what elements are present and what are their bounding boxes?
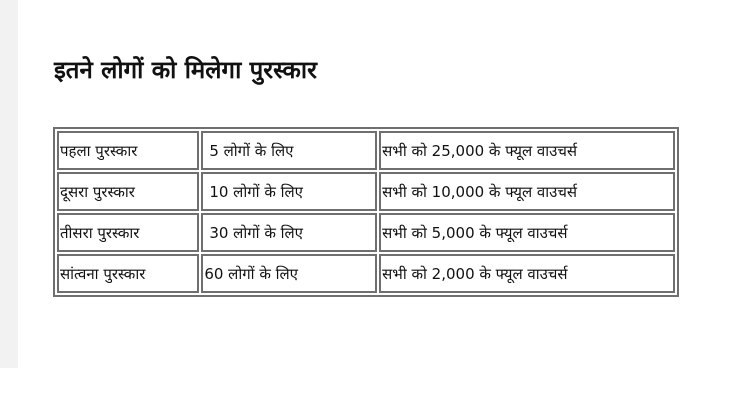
people-cell: 60 लोगों के लिए <box>201 254 377 293</box>
table-row <box>57 131 675 170</box>
prize-cell: तीसरा पुरस्कार <box>57 213 199 252</box>
reward-cell: सभी को 10,000 के फ्यूल वाउचर्स <box>379 172 675 211</box>
article-content <box>18 0 708 368</box>
prize-cell: पहला पुरस्कार <box>57 131 199 170</box>
prize-cell: सांत्वना पुरस्कार <box>57 254 199 293</box>
people-cell: 10 लोगों के लिए <box>201 172 377 211</box>
table-row <box>57 172 675 211</box>
prize-cell: दूसरा पुरस्कार <box>57 172 199 211</box>
left-margin-strip <box>0 0 18 368</box>
table-row <box>57 213 675 252</box>
people-cell: 30 लोगों के लिए <box>201 213 377 252</box>
people-cell: 5 लोगों के लिए <box>201 131 377 170</box>
reward-cell: सभी को 5,000 के फ्यूल वाउचर्स <box>379 213 675 252</box>
reward-cell: सभी को 2,000 के फ्यूल वाउचर्स <box>379 254 675 293</box>
bottom-band <box>0 368 730 419</box>
prize-table <box>53 127 679 297</box>
reward-cell: सभी को 25,000 के फ्यूल वाउचर्स <box>379 131 675 170</box>
article-heading: इतने लोगों को मिलेगा पुरस्कार <box>54 56 317 84</box>
table-row <box>57 254 675 293</box>
